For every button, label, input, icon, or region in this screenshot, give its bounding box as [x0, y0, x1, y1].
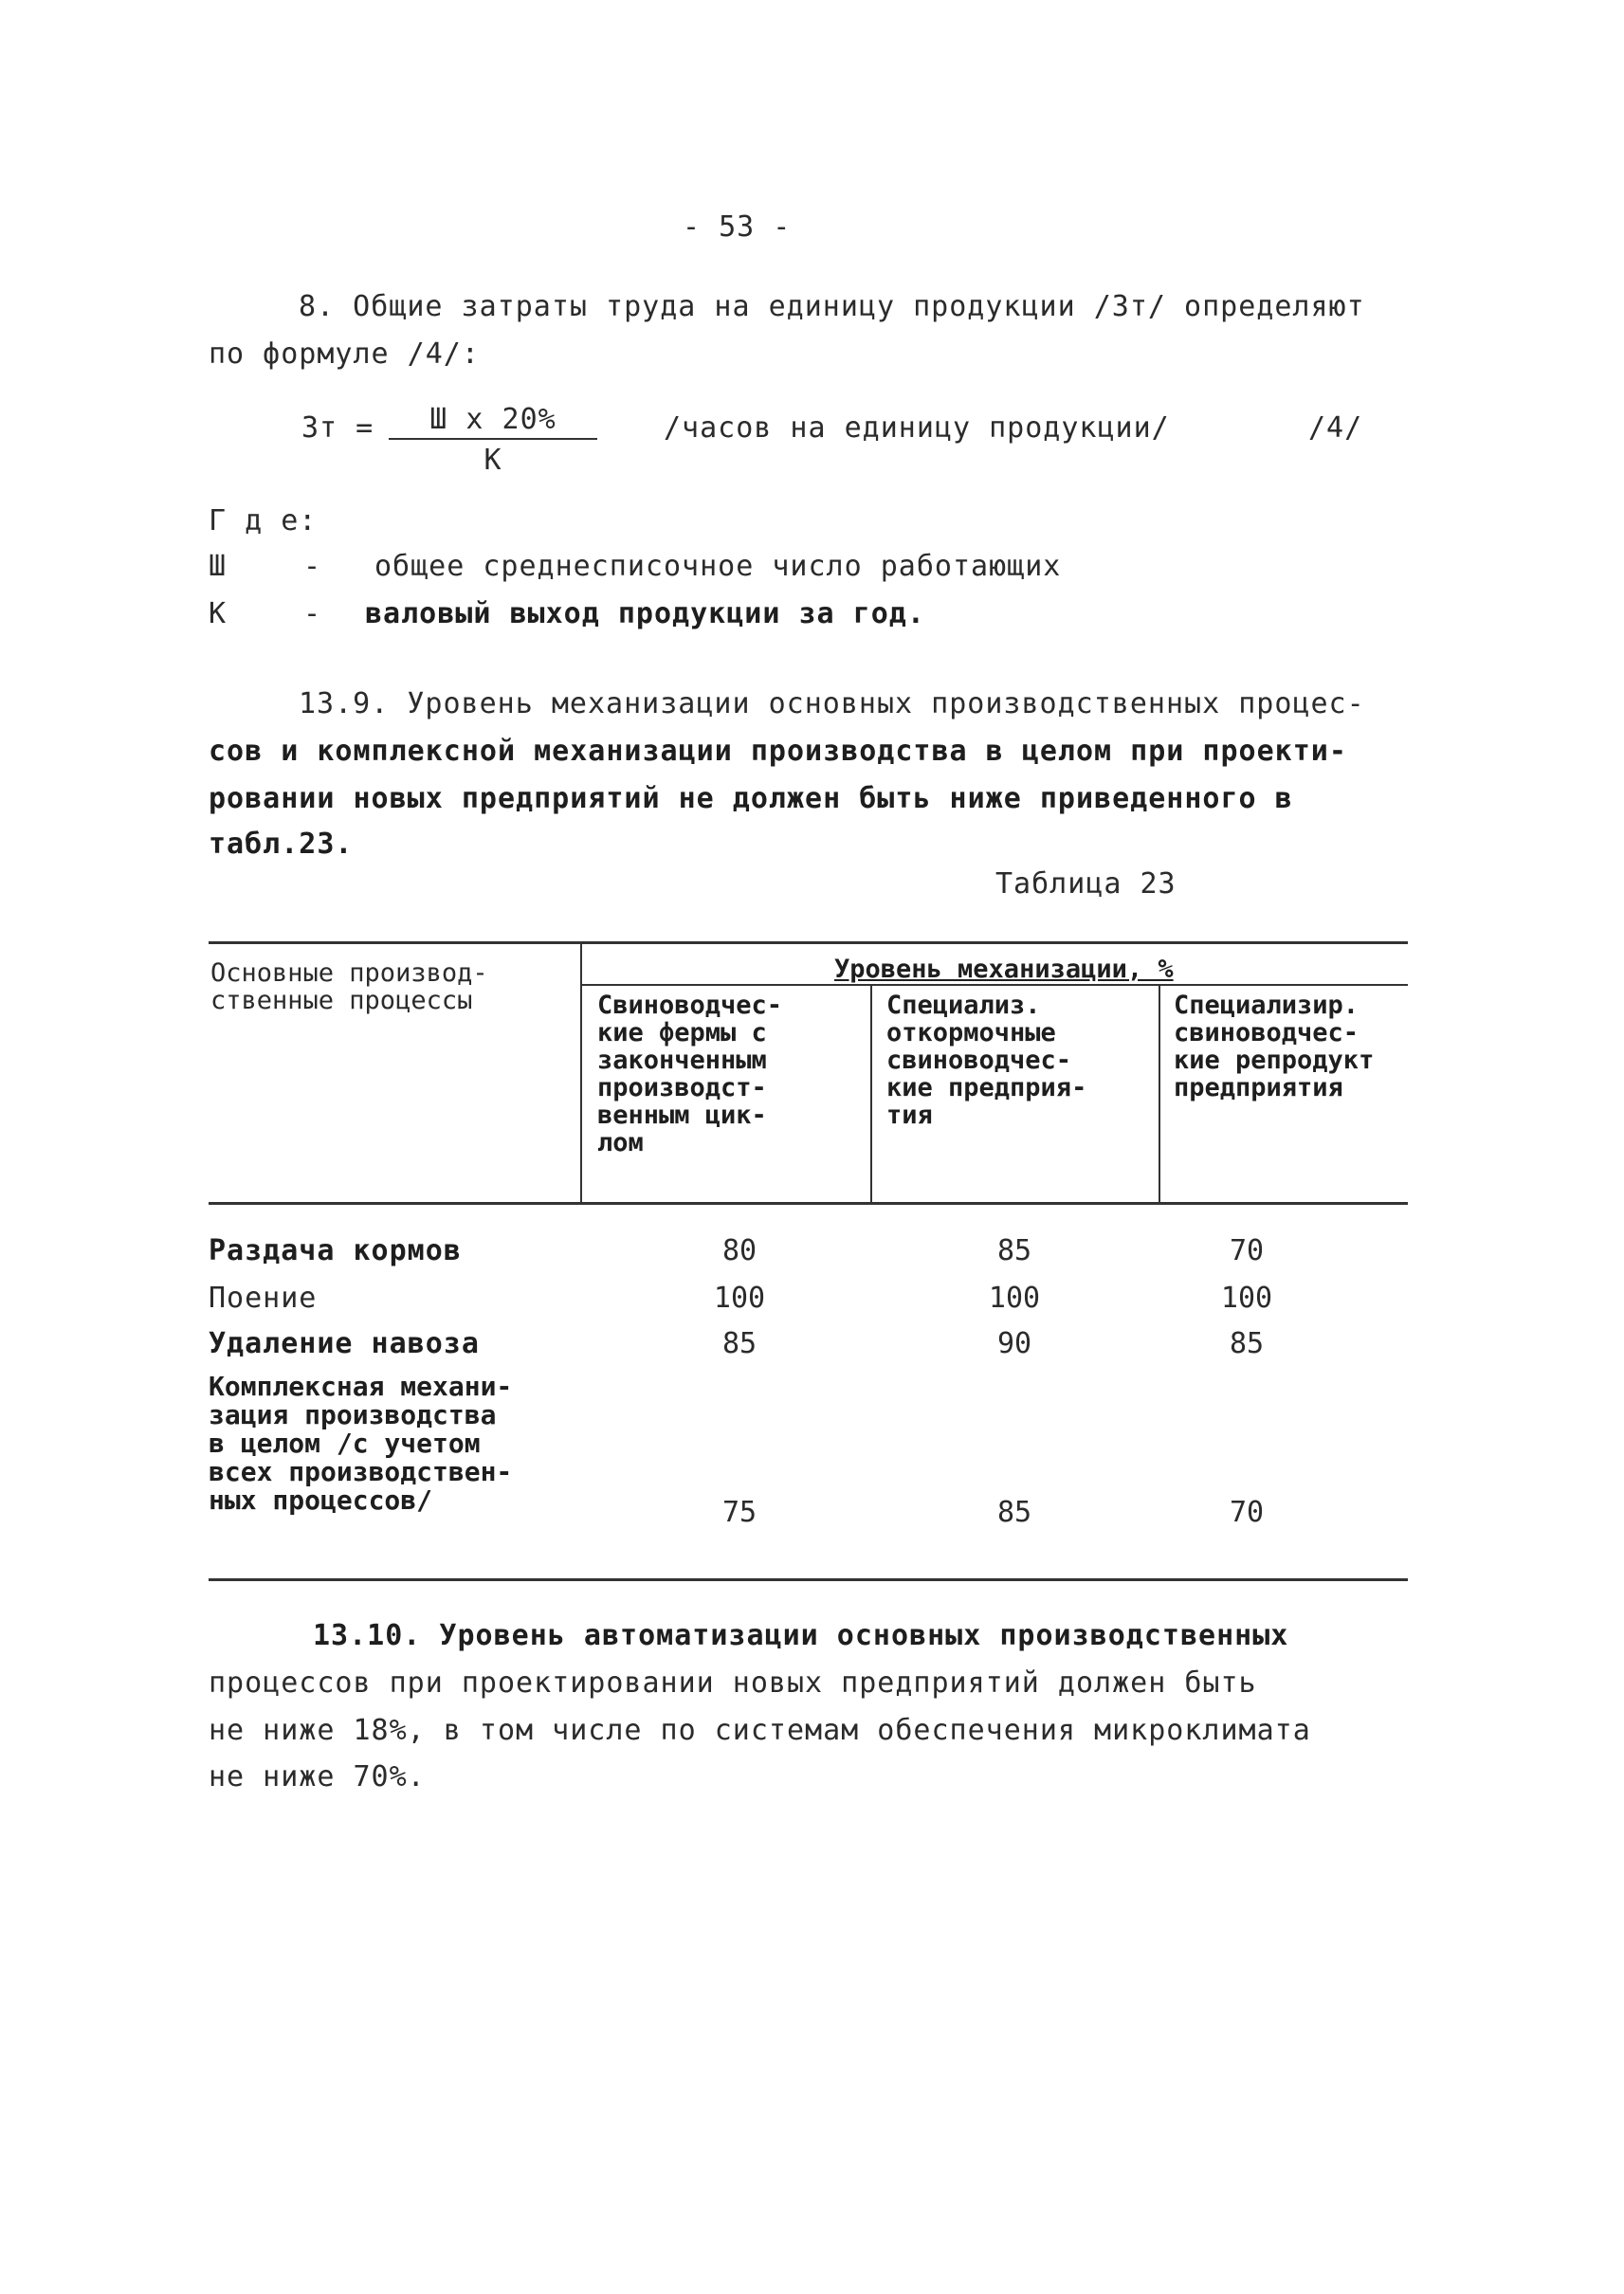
para13-9-line1: 13.9. Уровень механизации основных производственных процес-	[299, 687, 1365, 720]
para13-9-line4: табл.23.	[209, 828, 354, 861]
where-text-1: общее среднесписочное число работающих	[374, 550, 1062, 583]
table-col2-header: Специализ. откормочные свиноводчес- кие предприя- тия	[886, 991, 1087, 1130]
table-row-label: Комплексная механи- зация производства в целом /с учетом всех производствен- ных процессов/	[209, 1371, 513, 1516]
table-vline-2	[870, 984, 872, 1204]
formula-numerator: Ш х 20%	[389, 403, 597, 440]
formula-lhs: Зт =	[301, 411, 374, 445]
table-cell: 85	[996, 1234, 1032, 1267]
table-bottom-rule	[209, 1578, 1408, 1581]
table-cell: 90	[996, 1327, 1032, 1360]
table-cell: 80	[721, 1234, 757, 1267]
table-col1-header: Свиноводчес- кие фермы с законченным производст- венным цик- лом	[597, 991, 783, 1157]
table-cell: 100	[1220, 1282, 1273, 1315]
table-row-label: Удаление навоза	[209, 1327, 480, 1360]
para13-10-line1: 13.10. Уровень автоматизации основных производственных	[313, 1619, 1289, 1652]
where-symbol-1: Ш	[209, 550, 228, 583]
formula-number: /4/	[1308, 411, 1363, 445]
table-cell: 100	[988, 1282, 1041, 1315]
formula-denominator: К	[484, 444, 502, 477]
para13-9-line3: ровании новых предприятий не должен быть ниже приведенного в	[209, 782, 1293, 815]
table-group-header: Уровень механизации, %	[834, 955, 1174, 984]
table-top-rule	[209, 941, 1408, 944]
formula-fraction	[389, 403, 597, 477]
where-dash-1: -	[303, 550, 322, 583]
table-header-rule	[209, 1202, 1408, 1205]
para13-10-line3: не ниже 18%, в том числе по системам обеспечения микроклимата	[209, 1714, 1311, 1747]
table-col3-header: Специализир. свиноводчес- кие репродукт предприятия	[1174, 991, 1375, 1102]
where-symbol-2: К	[209, 597, 228, 630]
para13-9-line2: сов и комплексной механизации производства в целом при проекти-	[209, 735, 1347, 768]
para13-10-line2: процессов при проектировании новых предприятий должен быть	[209, 1666, 1257, 1700]
table-caption: Таблица 23	[995, 867, 1177, 901]
where-text-2: валовый выход продукции за год.	[365, 597, 925, 630]
where-dash-2: -	[303, 597, 322, 630]
para13-10-line4: не ниже 70%.	[209, 1760, 426, 1793]
table-group-rule	[580, 984, 1408, 986]
formula-units: /часов на единицу продукции/	[664, 411, 1170, 445]
table-cell: 85	[1229, 1327, 1265, 1360]
para8-line2: по формуле /4/:	[209, 337, 480, 371]
table-vline-1	[580, 943, 582, 1204]
table-cell: 100	[713, 1282, 766, 1315]
table-vline-3	[1159, 984, 1160, 1204]
table-col0-header: Основные производ- ственные процессы	[210, 958, 488, 1015]
table-cell: 70	[1229, 1496, 1265, 1529]
table-cell: 85	[721, 1327, 757, 1360]
table-row-label: Поение	[209, 1282, 318, 1315]
table-cell: 70	[1229, 1234, 1265, 1267]
table-cell: 85	[996, 1496, 1032, 1529]
table-row-label: Раздача кормов	[209, 1234, 462, 1267]
where-label: Г д е:	[209, 504, 318, 537]
page-number: - 53 -	[683, 210, 792, 244]
para8-line1: 8. Общие затраты труда на единицу продукции /Зт/ определяют	[299, 290, 1365, 323]
table-cell: 75	[721, 1496, 757, 1529]
